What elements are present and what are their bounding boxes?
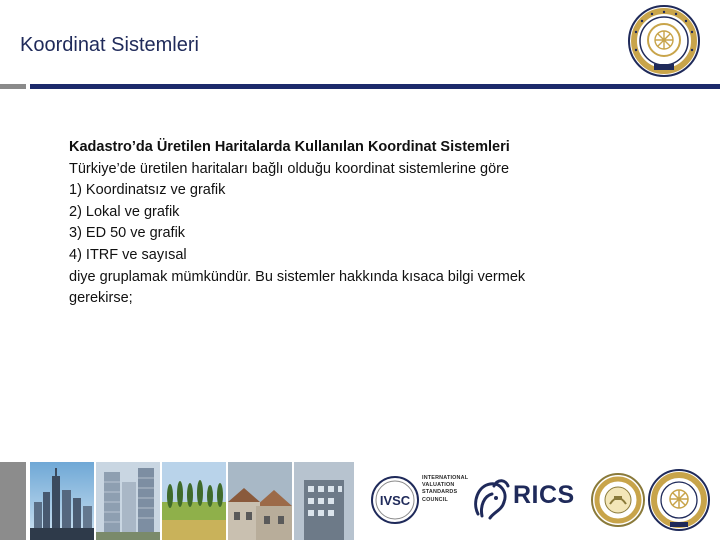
footer-side-bar <box>0 462 26 540</box>
slide-body-text <box>69 137 669 310</box>
university-seal-logo <box>622 4 706 78</box>
landscape-photo <box>162 462 226 540</box>
content-line: 3) ED 50 ve grafik <box>69 225 186 242</box>
university-seal-icon <box>646 462 712 543</box>
content-line: 4) ITRF ve sayısal <box>69 246 187 263</box>
rics-lion-icon <box>468 472 512 533</box>
towers-photo <box>96 462 160 540</box>
slide-title: Koordinat Sistemleri <box>20 34 199 56</box>
header-divider-navy <box>30 84 720 89</box>
content-line: 2) Lokal ve grafik <box>69 203 180 220</box>
ivsc-name-line: COUNCIL <box>422 496 448 503</box>
ivsc-name-line: INTERNATIONAL <box>422 475 469 481</box>
partner-logos <box>356 462 720 540</box>
ivsc-name-text <box>422 475 469 504</box>
building-photo <box>294 462 354 540</box>
ivsc-logo <box>370 472 420 533</box>
header-divider-gray <box>0 84 26 89</box>
content-heading: Kadastro’da Üretilen Haritalarda Kullanılan Koordinat Sistemleri <box>69 139 510 155</box>
ivsc-acronym: IVSC <box>379 493 411 508</box>
rics-wordmark: RICS <box>513 481 575 509</box>
university-seal-icon <box>590 464 646 541</box>
content-line: diye gruplamak mümkündür. Bu sistemler hakkında kısaca bilgi vermek <box>69 268 526 285</box>
content-line: gerekirse; <box>69 290 133 307</box>
content-line: Türkiye’de üretilen haritaları bağlı olduğu koordinat sistemlerine göre <box>69 160 510 177</box>
rooftops-photo <box>228 462 292 540</box>
ivsc-name-line: STANDARDS <box>422 489 458 496</box>
city-skyline-photo <box>30 462 94 540</box>
content-line: 1) Koordinatsız ve grafik <box>69 182 226 199</box>
ivsc-name-line: VALUATION <box>422 482 455 489</box>
